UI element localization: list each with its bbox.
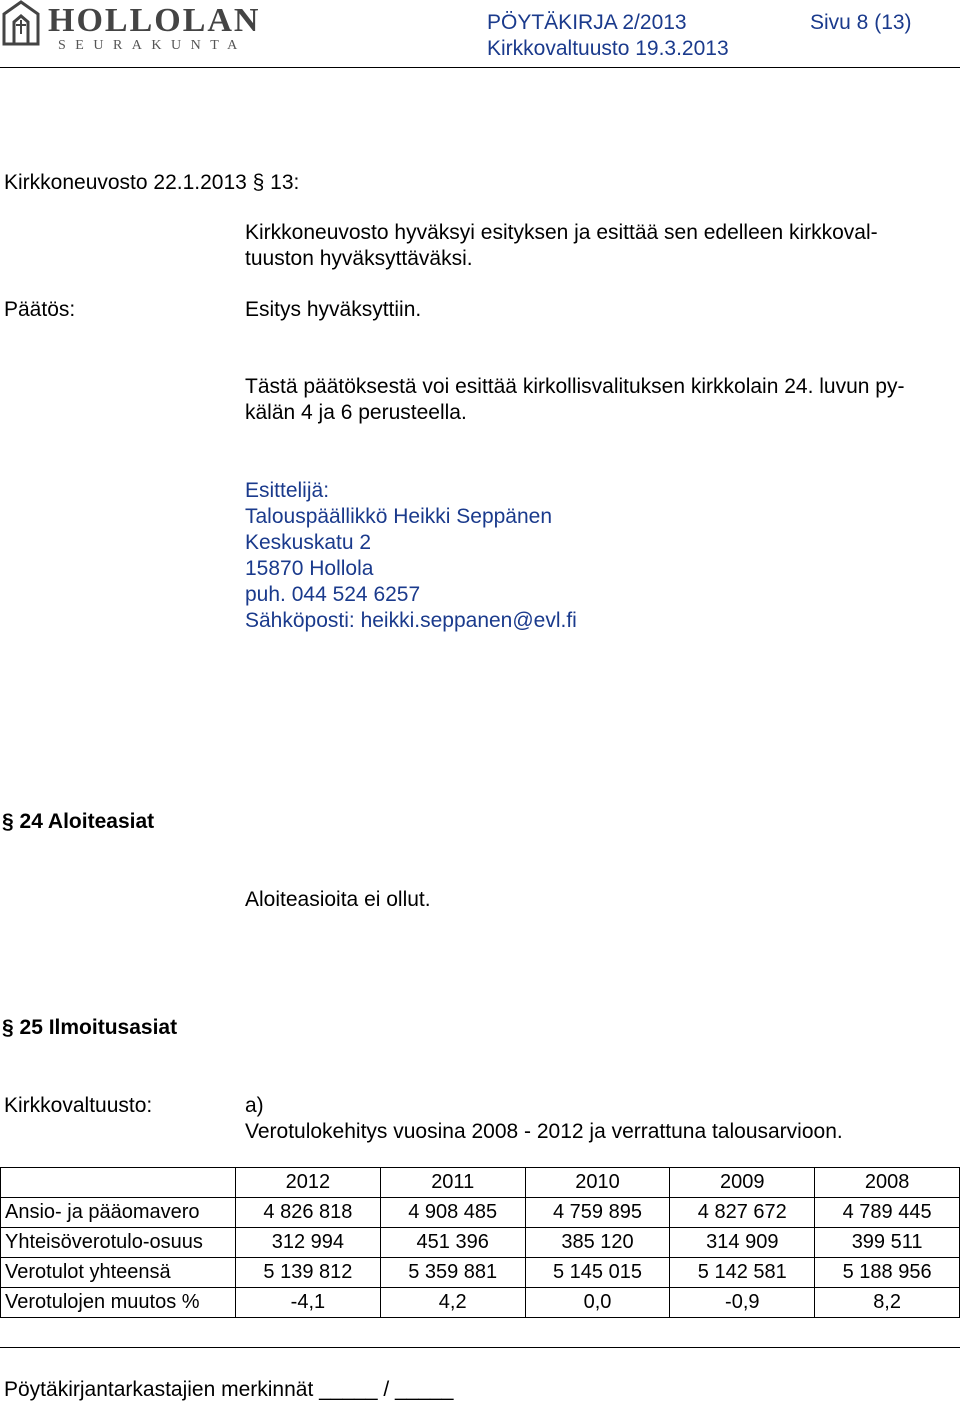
table-cell: 4 827 672 — [670, 1198, 815, 1228]
table-row — [1, 1228, 960, 1258]
table-cell: 4 908 485 — [380, 1198, 525, 1228]
table-cell: 5 139 812 — [236, 1258, 381, 1288]
section-25-label: Kirkkovaltuusto: — [4, 1094, 153, 1117]
table-cell: 4 789 445 — [815, 1198, 960, 1228]
decision-label: Päätös: — [4, 298, 76, 321]
appeal-line-1: Tästä päätöksestä voi esittää kirkollisvalituksen kirkkolain 24. luvun py- — [245, 375, 905, 398]
column-header: 2012 — [236, 1168, 381, 1198]
tax-revenue-table — [0, 1167, 960, 1318]
table-cell: 5 142 581 — [670, 1258, 815, 1288]
doc-title: PÖYTÄKIRJA 2/2013 — [487, 11, 687, 34]
table-cell: 5 188 956 — [815, 1258, 960, 1288]
table-cell: 5 145 015 — [525, 1258, 670, 1288]
section-24-heading: § 24 Aloiteasiat — [2, 810, 155, 833]
table-header-row — [1, 1168, 960, 1198]
column-header: 2010 — [525, 1168, 670, 1198]
table-cell: 451 396 — [380, 1228, 525, 1258]
presenter-block — [245, 478, 960, 634]
section-25-item: a) — [245, 1094, 264, 1117]
table-cell: -0,9 — [670, 1288, 815, 1318]
presenter-email: Sähköposti: heikki.seppanen@evl.fi — [245, 609, 577, 632]
table-cell: 385 120 — [525, 1228, 670, 1258]
row-label: Verotulojen muutos % — [1, 1288, 236, 1318]
table-row — [1, 1258, 960, 1288]
section-25-heading: § 25 Ilmoitusasiat — [2, 1016, 178, 1039]
table-cell: 4 759 895 — [525, 1198, 670, 1228]
board-line-2: tuuston hyväksyttäväksi. — [245, 247, 473, 270]
row-label: Verotulot yhteensä — [1, 1258, 236, 1288]
table-cell: 314 909 — [670, 1228, 815, 1258]
table-cell: -4,1 — [236, 1288, 381, 1318]
row-label: Yhteisöverotulo-osuus — [1, 1228, 236, 1258]
table-cell: 4,2 — [380, 1288, 525, 1318]
org-name: HOLLOLAN — [48, 2, 261, 39]
table-cell: 4 826 818 — [236, 1198, 381, 1228]
org-subtitle: SEURAKUNTA — [58, 38, 247, 53]
presenter-name: Talouspäällikkö Heikki Seppänen — [245, 505, 553, 528]
table-row — [1, 1288, 960, 1318]
section-24-text: Aloiteasioita ei ollut. — [245, 888, 431, 911]
decision-text: Esitys hyväksyttiin. — [245, 298, 422, 321]
table-row — [1, 1198, 960, 1228]
church-logo-icon — [0, 0, 42, 46]
section-25-item-text: Verotulokehitys vuosina 2008 - 2012 ja verrattuna talousarvioon. — [245, 1120, 843, 1143]
presenter-phone: puh. 044 524 6257 — [245, 583, 421, 606]
table-cell: 312 994 — [236, 1228, 381, 1258]
table-corner-cell — [1, 1168, 236, 1198]
footer-text: Pöytäkirjantarkastajien merkinnät _____ / _____ — [4, 1378, 454, 1401]
column-header: 2009 — [670, 1168, 815, 1198]
page-number: Sivu 8 (13) — [810, 11, 912, 34]
column-header: 2008 — [815, 1168, 960, 1198]
presenter-city: 15870 Hollola — [245, 557, 374, 580]
table-cell: 0,0 — [525, 1288, 670, 1318]
table-cell: 8,2 — [815, 1288, 960, 1318]
column-header: 2011 — [380, 1168, 525, 1198]
table-cell: 399 511 — [815, 1228, 960, 1258]
table-cell: 5 359 881 — [380, 1258, 525, 1288]
appeal-line-2: kälän 4 ja 6 perusteella. — [245, 401, 467, 424]
board-decision-text — [245, 220, 960, 272]
footer-rule — [0, 1347, 960, 1348]
meeting-name: Kirkkovaltuusto 19.3.2013 — [487, 37, 729, 60]
board-line-1: Kirkkoneuvosto hyväksyi esityksen ja esittää sen edelleen kirkkoval- — [245, 221, 878, 244]
board-reference: Kirkkoneuvosto 22.1.2013 § 13: — [4, 171, 300, 194]
presenter-street: Keskuskatu 2 — [245, 531, 372, 554]
appeal-text — [245, 374, 960, 426]
row-label: Ansio- ja pääomavero — [1, 1198, 236, 1228]
header-rule — [0, 67, 960, 68]
presenter-label: Esittelijä: — [245, 479, 330, 502]
